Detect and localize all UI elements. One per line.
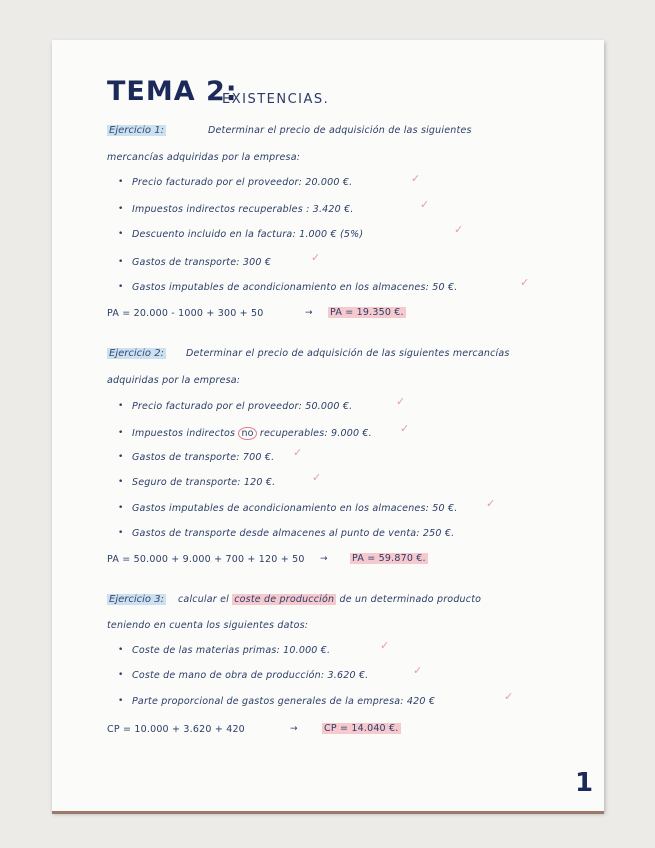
- exercise-2-item-2: [132, 428, 372, 439]
- exercise-2-statement-line2: adquiridas por la empresa:: [107, 375, 241, 386]
- exercise-2-item-2-part-b: recuperables: 9.000 €.: [259, 428, 372, 439]
- bullet: •: [118, 428, 124, 438]
- check-icon: ✓: [504, 690, 514, 703]
- check-icon: ✓: [411, 172, 421, 185]
- check-icon: ✓: [486, 497, 496, 510]
- check-icon: ✓: [400, 422, 410, 435]
- bullet: •: [118, 229, 124, 239]
- bullet: •: [118, 696, 124, 706]
- exercise-1-label: Ejercicio 1:: [109, 125, 164, 136]
- bullet: •: [118, 503, 124, 513]
- exercise-2-item-4: Seguro de transporte: 120 €.: [132, 477, 276, 488]
- exercise-1-statement-line1: Determinar el precio de adquisición de las siguientes: [208, 125, 472, 136]
- bullet: •: [118, 528, 124, 538]
- exercise-1-item-5: Gastos imputables de acondicionamiento en los almacenes: 50 €.: [132, 282, 458, 293]
- exercise-3-label: Ejercicio 3:: [109, 594, 164, 605]
- exercise-3-statement-a: calcular el: [178, 594, 229, 605]
- page-subtitle: EXISTENCIAS.: [222, 92, 330, 107]
- check-icon: ✓: [380, 639, 390, 652]
- check-icon: ✓: [312, 471, 322, 484]
- exercise-1-result: PA = 19.350 €.: [330, 307, 404, 318]
- exercise-3-statement-line2: teniendo en cuenta los siguientes datos:: [107, 620, 309, 631]
- bullet: •: [118, 477, 124, 487]
- check-icon: ✓: [520, 276, 530, 289]
- arrow-icon: →: [305, 308, 313, 318]
- bullet: •: [118, 257, 124, 267]
- bullet: •: [118, 204, 124, 214]
- bullet: •: [118, 670, 124, 680]
- page-bottom-edge: [52, 811, 604, 814]
- check-icon: ✓: [311, 251, 321, 264]
- exercise-2-result: PA = 59.870 €.: [352, 553, 426, 564]
- exercise-3-result: CP = 14.040 €.: [324, 723, 399, 734]
- arrow-icon: →: [320, 554, 328, 564]
- exercise-1-statement-line2: mercancías adquiridas por la empresa:: [107, 152, 301, 163]
- exercise-1-item-4: Gastos de transporte: 300 €: [132, 257, 272, 268]
- exercise-1-item-2: Impuestos indirectos recuperables : 3.420 €.: [132, 204, 354, 215]
- exercise-3-statement-line1: [178, 594, 481, 605]
- page-title: TEMA 2:: [107, 76, 238, 107]
- exercise-2-item-6: Gastos de transporte desde almacenes al punto de venta: 250 €.: [132, 528, 455, 539]
- exercise-3-statement-b: de un determinado producto: [339, 594, 482, 605]
- exercise-2-label: Ejercicio 2:: [109, 348, 164, 359]
- exercise-2-statement-line1: Determinar el precio de adquisición de las siguientes mercancías: [186, 348, 510, 359]
- bullet: •: [118, 401, 124, 411]
- exercise-2-item-1: Precio facturado por el proveedor: 50.000 €.: [132, 401, 353, 412]
- page-number: 1: [575, 768, 594, 798]
- exercise-3-item-3: Parte proporcional de gastos generales de la empresa: 420 €: [132, 696, 436, 707]
- exercise-3-item-2: Coste de mano de obra de producción: 3.620 €.: [132, 670, 369, 681]
- exercise-2-item-2-part-a: Impuestos indirectos: [132, 428, 236, 439]
- exercise-3-statement-highlight: coste de producción: [234, 594, 335, 605]
- bullet: •: [118, 282, 124, 292]
- check-icon: ✓: [396, 395, 406, 408]
- exercise-2-item-5: Gastos imputables de acondicionamiento en los almacenes: 50 €.: [132, 503, 458, 514]
- bullet: •: [118, 177, 124, 187]
- check-icon: ✓: [420, 198, 430, 211]
- bullet: •: [118, 645, 124, 655]
- exercise-1-item-3: Descuento incluido en la factura: 1.000 € (5%): [132, 229, 364, 240]
- exercise-2-formula: PA = 50.000 + 9.000 + 700 + 120 + 50: [107, 554, 305, 565]
- arrow-icon: →: [290, 724, 298, 734]
- check-icon: ✓: [293, 446, 303, 459]
- exercise-3-item-1: Coste de las materias primas: 10.000 €.: [132, 645, 331, 656]
- check-icon: ✓: [413, 664, 423, 677]
- no-circled-word: no: [238, 427, 256, 440]
- bullet: •: [118, 452, 124, 462]
- exercise-3-formula: CP = 10.000 + 3.620 + 420: [107, 724, 245, 735]
- check-icon: ✓: [454, 223, 464, 236]
- exercise-2-item-3: Gastos de transporte: 700 €.: [132, 452, 275, 463]
- exercise-1-formula: PA = 20.000 - 1000 + 300 + 50: [107, 308, 264, 319]
- exercise-1-item-1: Precio facturado por el proveedor: 20.000 €.: [132, 177, 353, 188]
